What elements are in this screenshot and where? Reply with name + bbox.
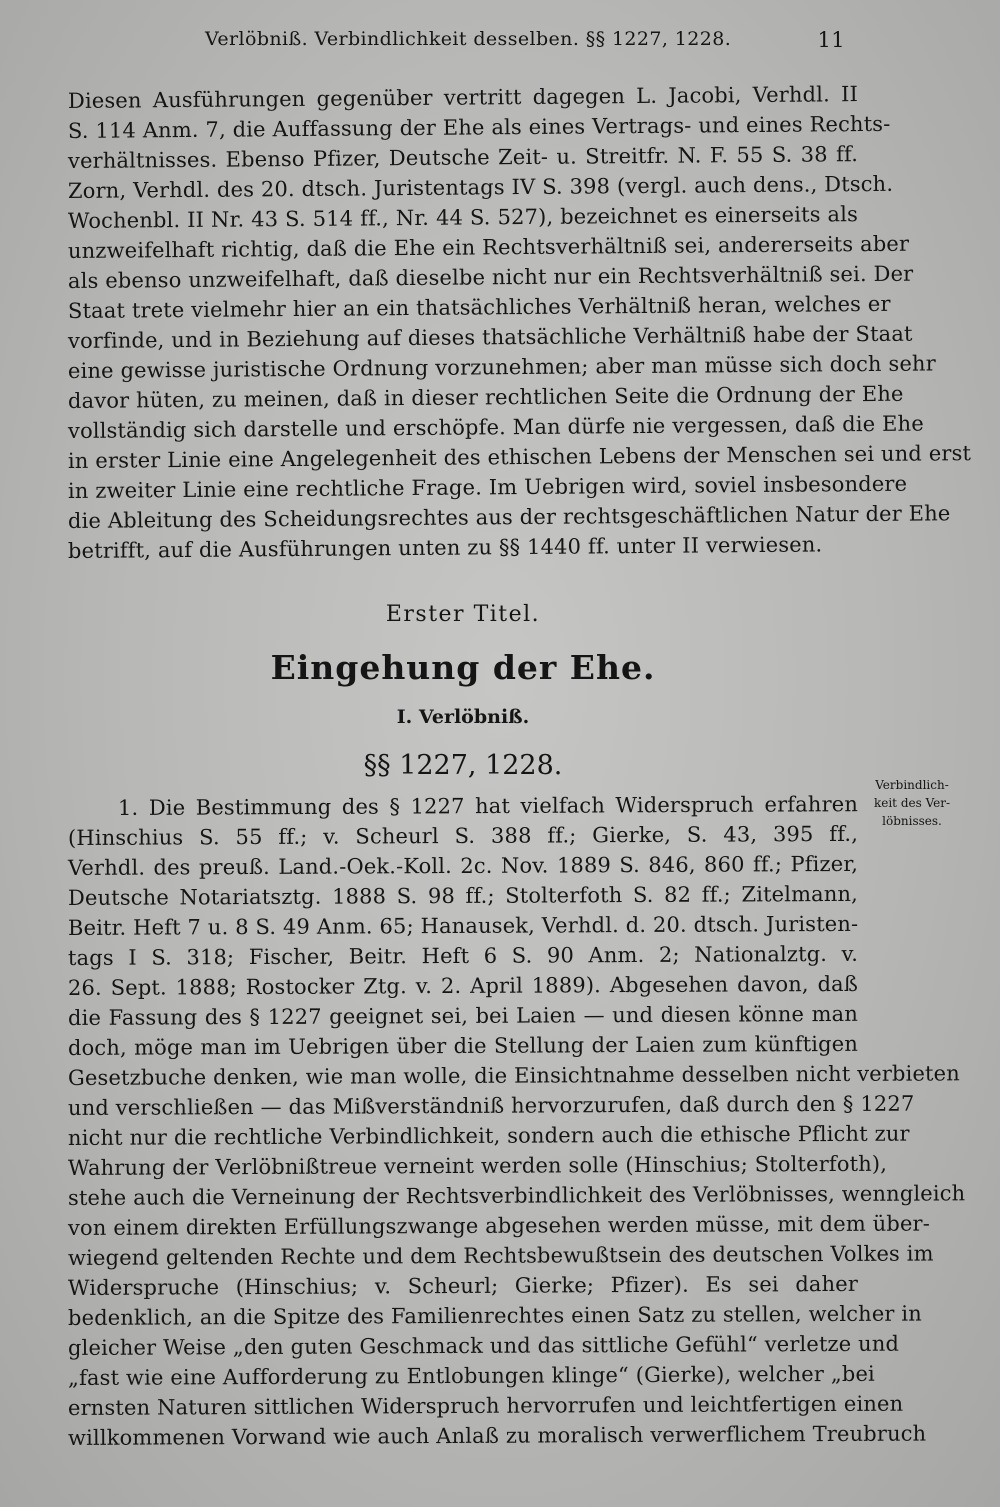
running-title: Verlöbniß. Verbindlichkeit desselben. §§ 1227, 1228. [205, 28, 732, 50]
text-line: doch, möge man im Uebrigen über die Stellung der Laien zum künftigen [67, 1031, 859, 1060]
text-line: 1. Die Bestimmung des § 1227 hat vielfach Widerspruch erfahren [117, 792, 859, 820]
text-line: davor hüten, zu meinen, daß in dieser rechtlichen Seite die Ordnung der Ehe [67, 381, 904, 413]
text-line: in erster Linie eine Angelegenheit des ethischen Lebens der Menschen sei und erst [67, 441, 972, 473]
text-line: in zweiter Linie eine rechtliche Frage. Im Uebrigen wird, soviel insbesondere [67, 471, 908, 503]
text-line: vorfinde, und in Beziehung auf dieses thatsächliche Verhältniß habe der Staat [67, 321, 913, 353]
text-line: unzweifelhaft richtig, daß die Ehe ein Rechtsverhältniß sei, andererseits aber [67, 231, 910, 263]
text-line: als ebenso unzweifelhaft, daß dieselbe nicht nur ein Rechtsverhältniß sei. Der [67, 261, 914, 293]
margin-note-line: keit des Ver- [873, 796, 951, 810]
text-line: (Hinschius S. 55 ff.; v. Scheurl S. 388 ff.; Gierke, S. 43, 395 ff., [67, 821, 859, 850]
chapter-title: Eingehung der Ehe. [270, 648, 656, 687]
title-kind: Erster Titel. [385, 602, 541, 627]
text-line: und verschließen — das Mißverständniß hervorzurufen, daß durch den § 1227 [67, 1091, 915, 1120]
text-line: vollständig sich darstelle und erschöpfe. Man dürfe nie vergessen, daß die Ehe [67, 411, 924, 443]
text-line: die Ableitung des Scheidungsrechtes aus der rechtsgeschäftlichen Natur der Ehe [67, 501, 951, 533]
subsection-heading: I. Verlöbniß. [396, 706, 530, 728]
text-line: verhältnisses. Ebenso Pfizer, Deutsche Zeit- u. Streitfr. N. F. 55 S. 38 ff. [67, 142, 859, 173]
text-line: bedenklich, an die Spitze des Familienrechtes einen Satz zu stellen, welcher in [67, 1301, 922, 1330]
text-line: Wahrung der Verlöbnißtreue verneint werden solle (Hinschius; Stolterfoth), [67, 1151, 888, 1180]
text-line: stehe auch die Verneinung der Rechtsverbindlichkeit des Verlöbnisses, wenngleich [67, 1181, 966, 1210]
text-line: Diesen Ausführungen gegenüber vertritt dagegen L. Jacobi, Verhdl. II [67, 82, 859, 113]
text-line: Gesetzbuche denken, wie man wolle, die Einsichtnahme desselben nicht verbieten [67, 1061, 960, 1090]
text-line: S. 114 Anm. 7, die Auffassung der Ehe als eines Vertrags- und eines Rechts- [67, 111, 891, 143]
text-line: Verhdl. des preuß. Land.-Oek.-Koll. 2c. Nov. 1889 S. 846, 860 ff.; Pfizer, [67, 851, 859, 880]
text-line: willkommenen Vorwand wie auch Anlaß zu moralisch verwerflichem Treubruch [67, 1421, 927, 1450]
margin-note-line: Verbindlich- [875, 778, 949, 792]
text-line: „fast wie eine Aufforderung zu Entlobungen klinge“ (Gierke), welcher „bei [67, 1361, 875, 1390]
text-line: die Fassung des § 1227 geeignet sei, bei Laien — und diesen könne man [67, 1001, 859, 1030]
text-line: eine gewisse juristische Ordnung vorzunehmen; aber man müsse sich doch sehr [67, 351, 936, 383]
text-line: von einem direkten Erfüllungszwange abgesehen werden müsse, mit dem über- [67, 1211, 931, 1240]
text-line: Beitr. Heft 7 u. 8 S. 49 Anm. 65; Hanausek, Verhdl. d. 20. dtsch. Juristen- [67, 911, 859, 940]
text-line: wiegend geltenden Rechte und dem Rechtsbewußtsein des deutschen Volkes im [67, 1241, 934, 1270]
page-number: 11 [817, 28, 845, 52]
text-line: Wochenbl. II Nr. 43 S. 514 ff., Nr. 44 S. 527), bezeichnet es einerseits als [67, 202, 859, 233]
text-line: 26. Sept. 1888; Rostocker Ztg. v. 2. April 1889). Abgesehen davon, daß [67, 971, 859, 1000]
text-line: Staat trete vielmehr hier an ein thatsächliches Verhältniß heran, welches er [67, 291, 891, 323]
text-line: ernsten Naturen sittlichen Widerspruch hervorrufen und leichtfertigen einen [67, 1391, 904, 1420]
text-line: Deutsche Notariatsztg. 1888 S. 98 ff.; Stolterfoth S. 82 ff.; Zitelmann, [67, 881, 859, 910]
section-reference: §§ 1227, 1228. [363, 750, 563, 781]
text-line: Widerspruche (Hinschius; v. Scheurl; Gierke; Pfizer). Es sei daher [67, 1271, 859, 1300]
margin-note-line: löbnisses. [882, 814, 942, 828]
text-line: betrifft, auf die Ausführungen unten zu §§ 1440 ff. unter II verwiesen. [67, 532, 823, 563]
text-line: tags I S. 318; Fischer, Beitr. Heft 6 S. 90 Anm. 2; Nationalztg. v. [67, 941, 859, 970]
page-header [205, 28, 845, 62]
text-line: gleicher Weise „den guten Geschmack und das sittliche Gefühl“ verletze und [67, 1331, 900, 1360]
text-line: Zorn, Verhdl. des 20. dtsch. Juristentags IV S. 398 (vergl. auch dens., Dtsch. [67, 171, 894, 203]
text-line: nicht nur die rechtliche Verbindlichkeit, sondern auch die ethische Pflicht zur [67, 1121, 910, 1150]
margin-note [862, 776, 962, 830]
